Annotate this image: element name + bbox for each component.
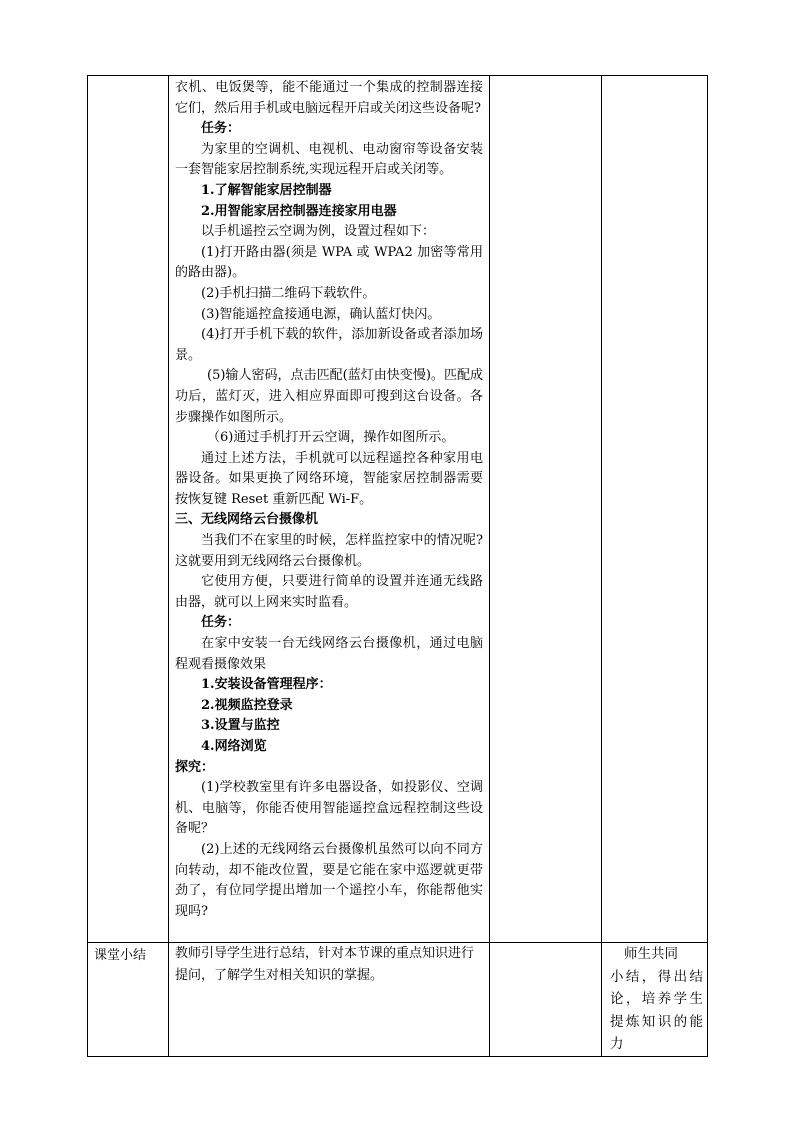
stage-label: 课堂小结 [94,948,147,963]
summary-content-cell [169,943,490,1057]
content-paragraph: 2.视频监控登录 [201,697,293,713]
summary-student-cell [490,943,602,1057]
content-paragraph: 1.安装设备管理程序： [201,677,332,693]
content-paragraph: 为家里的空调机、电视机、电动窗帘等设备安装一套智能家居控制系统,实现远程开启或关闭等。 [175,141,483,178]
summary-notes-cell [602,943,708,1057]
summary-notes-first: 师生共同 [624,946,678,962]
content-paragraph: 探究： [175,759,215,775]
content-paragraph: (1)打开路由器(须是 WPA 或 WPA2 加密等常用的路由器)。 [175,244,483,281]
content-paragraph: （6)通过手机打开云空调，操作如图所示。 [207,430,455,446]
content-paragraph: 1.了解智能家居控制器 [201,182,332,198]
stage-cell-empty [88,76,169,943]
content-paragraph: (2)手机扫描二维码下载软件。 [201,285,376,301]
content-paragraph: 以手机遥控云空调为例，设置过程如下： [201,224,436,240]
content-paragraph: (3)智能遥控盒接通电源，确认蓝灯快闪。 [201,306,441,322]
summary-notes [602,943,707,1056]
table-row-activities [88,76,708,943]
content-cell [169,76,490,943]
stage-label-cell [88,943,169,1057]
content-paragraph: 2.用智能家居控制器连接家用电器 [201,203,397,219]
content-paragraph: (1)学校教室里有许多电器设备，如投影仪、空调机、电脑等，你能否使用智能遥控盒远程控制这些设备呢？ [175,780,483,837]
summary-content: 教师引导学生进行总结，针对本节课的重点知识进行提问，了解学生对相关知识的掌握。 [175,946,475,983]
content-paragraphs [169,76,489,924]
content-paragraph: (2)上述的无线网络云台摄像机虽然可以向不同方向转动，却不能改位置，要是它能在家中巡逻就更带劲了，有位同学提出增加一个遥控小车，你能帮他实现吗? [175,841,483,919]
content-paragraph: 衣机、电饭煲等，能不能通过一个集成的控制器连接它们，然后用手机或电脑远程开启或关闭这些设备呢? [175,80,483,116]
summary-notes-rest: 小结，得出结论，培养学生提炼知识的能力 [610,968,703,1052]
content-paragraph: 在家中安装一台无线网络云台摄像机，通过电脑程观看摄像效果 [175,636,483,672]
design-intent-cell [602,76,708,943]
content-paragraph: 任务： [201,615,241,631]
content-paragraph: 它使用方便，只要进行简单的设置并连通无线路由器，就可以上网来实时监看。 [175,574,483,610]
content-paragraph: 通过上述方法，手机就可以远程遥控各种家用电器设备。如果更换了网络环境，智能家居控制器需要按恢复键 Reset 重新匹配 Wi-F。 [175,450,483,507]
content-paragraph: (5)输人密码，点击匹配(蓝灯由快变慢)。匹配成功后，蓝灯灭，进入相应界面即可搜到这台设备。各步骤操作如图所示。 [175,368,483,425]
student-activity-cell [490,76,602,943]
content-paragraph: 3.设置与监控 [201,718,280,734]
content-paragraph: (4)打开手机下载的软件，添加新设备或者添加场景。 [175,327,483,363]
content-paragraph: 任务： [201,121,241,137]
content-paragraph: 4.网络浏览 [201,739,267,754]
table-row-summary [88,943,708,1057]
content-paragraph: 三、无线网络云台摄像机 [175,512,319,528]
content-paragraph: 当我们不在家里的时候，怎样监控家中的情况呢?这就要用到无线网络云台摄像机。 [175,533,483,569]
lesson-plan-table [87,75,708,1057]
